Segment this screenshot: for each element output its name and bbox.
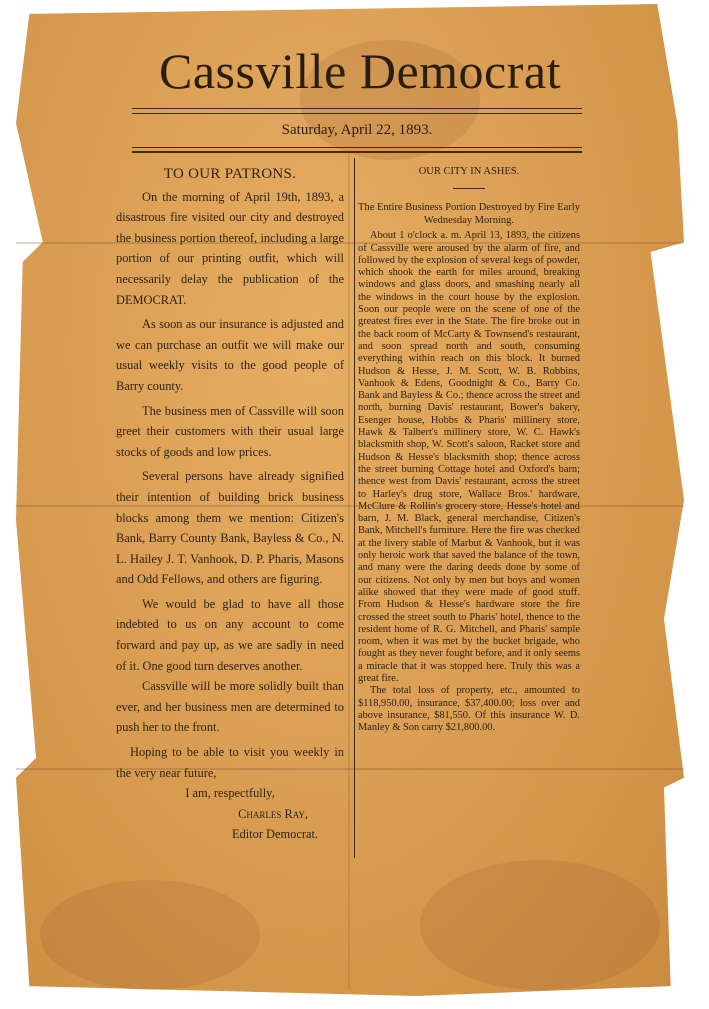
left-paragraph-5: We would be glad to have all those indebted to us on any account to come forward and pay up, as we are sadly in need of it. One good turn deserves another. bbox=[116, 596, 344, 673]
right-column-subheading: The Entire Business Portion Destroyed by Fire Early Wednesday Morning. bbox=[358, 202, 580, 227]
dateline-rule-thin bbox=[132, 147, 582, 148]
left-paragraph-6: Cassville will be more solidly built than ever, and her business men are determined to push her to the front. bbox=[116, 679, 344, 735]
right-column-heading: OUR CITY IN ASHES. bbox=[418, 166, 520, 177]
left-paragraph-2: As soon as our insurance is adjusted and we can purchase an outfit we will make our usual weekly visits to the good people of Barry county. bbox=[116, 317, 344, 393]
right-paragraph-1: About 1 o'clock a. m. April 13, 1893, the citizens of Cassville were aroused by the alarm of fire, and followed by the explosion of several kegs of powder, which shook the earth for miles around, breaking windows and glass doors, and smashing nearly all the windows in the court house by the explosion. Soon our people were on the scene of one of the greatest fires ever in the State. The fire broke out in the back room of McCarty & Townsend's restaurant, and soon spread north and south, consuming everything within reach on this block. It burned Hudson & Hesse, J. M. Scott, W. B. Robbins, Vanhook & Edens, Goodnight & Co., Barry Co. Bank and Bayless & Co.; thence across the street and north, burning Davis' restaurant, Bower's bakery, Esenger house, Hobbs & Pharis' millinery store, Hawk & Talbert's millinery store, W. C. Hawk's blacksmith shop, W. Scott's saloon, Racket store and Hudson & Hesse's blacksmith shop; thence across the street burning Cottage hotel and Oxford's barn; thence west from Davis' restaurant, across the street to Harley's drug store, Wallace Bros.' hardware, McClure & Rollin's grocery store, Hesse's hotel and barn, J. M. Black, general merchandise, Citizen's Bank, Mitchell's furniture. Here the fire was checked at the livery stable of Marbut & Vanhook, but it was only heroic work that saved the balance of the town, and many were the daring deeds done by some of our citizens. Not only by men but boys and women alike showed that they were made of good stuff. From Hudson & Hesse's hardware store the fire crossed the street south to Pharis' hotel, thence to the resident home of R. G. Mitchell, and Pharis' sample room, when it was met by the bucket brigade, who fought as they never fought before, and it only seems a miracle that it was stopped here. Truly this was a great fire. bbox=[358, 230, 580, 684]
masthead-rule-top bbox=[132, 108, 582, 109]
left-paragraph-4: Several persons have already signified their intention of building brick business blocks among them we mention: Citizen's Bank, Barry County Bank, Bayless & Co., N. L. Hailey J. T. Vanhook, D. P. Pharis, Masons and Odd Fellows, and others are figuring. bbox=[116, 469, 344, 587]
signature-title: Editor Democrat. bbox=[231, 827, 318, 842]
fold-crease-vertical bbox=[348, 150, 350, 990]
dateline-rule-thick bbox=[132, 151, 582, 153]
stain-mark bbox=[420, 860, 660, 990]
masthead-title: Cassville Democrat bbox=[159, 43, 561, 99]
column-divider bbox=[354, 158, 355, 858]
left-column-heading: TO OUR PATRONS. bbox=[163, 166, 297, 182]
closing-line: I am, respectfully, bbox=[185, 786, 275, 801]
left-column bbox=[116, 164, 344, 845]
left-paragraph-7: Hoping to be able to visit you weekly in the very near future, bbox=[116, 745, 344, 780]
heading-short-rule bbox=[453, 188, 485, 189]
dateline: Saturday, April 22, 1893. bbox=[281, 122, 433, 138]
signature-name: Charles Ray, bbox=[238, 806, 308, 821]
right-paragraph-2: The total loss of property, etc., amounted to $118,950.00, insurance, $37,400.00; loss over and above insurance, $81,550. Of this insurance W. D. Manley & Son carry $21,800.00. bbox=[358, 685, 580, 734]
left-paragraph-3: The business men of Cassville will soon greet their customers with their usual large stocks of goods and low prices. bbox=[116, 403, 344, 459]
stain-mark bbox=[40, 880, 260, 990]
right-column bbox=[358, 164, 580, 734]
masthead-rule-second bbox=[132, 113, 582, 114]
left-paragraph-1: On the morning of April 19th, 1893, a disastrous fire visited our city and destroyed the business portion thereof, including a large portion of our printing outfit, which will necessarily delay the publication of the DEMOCRAT. bbox=[116, 189, 344, 307]
